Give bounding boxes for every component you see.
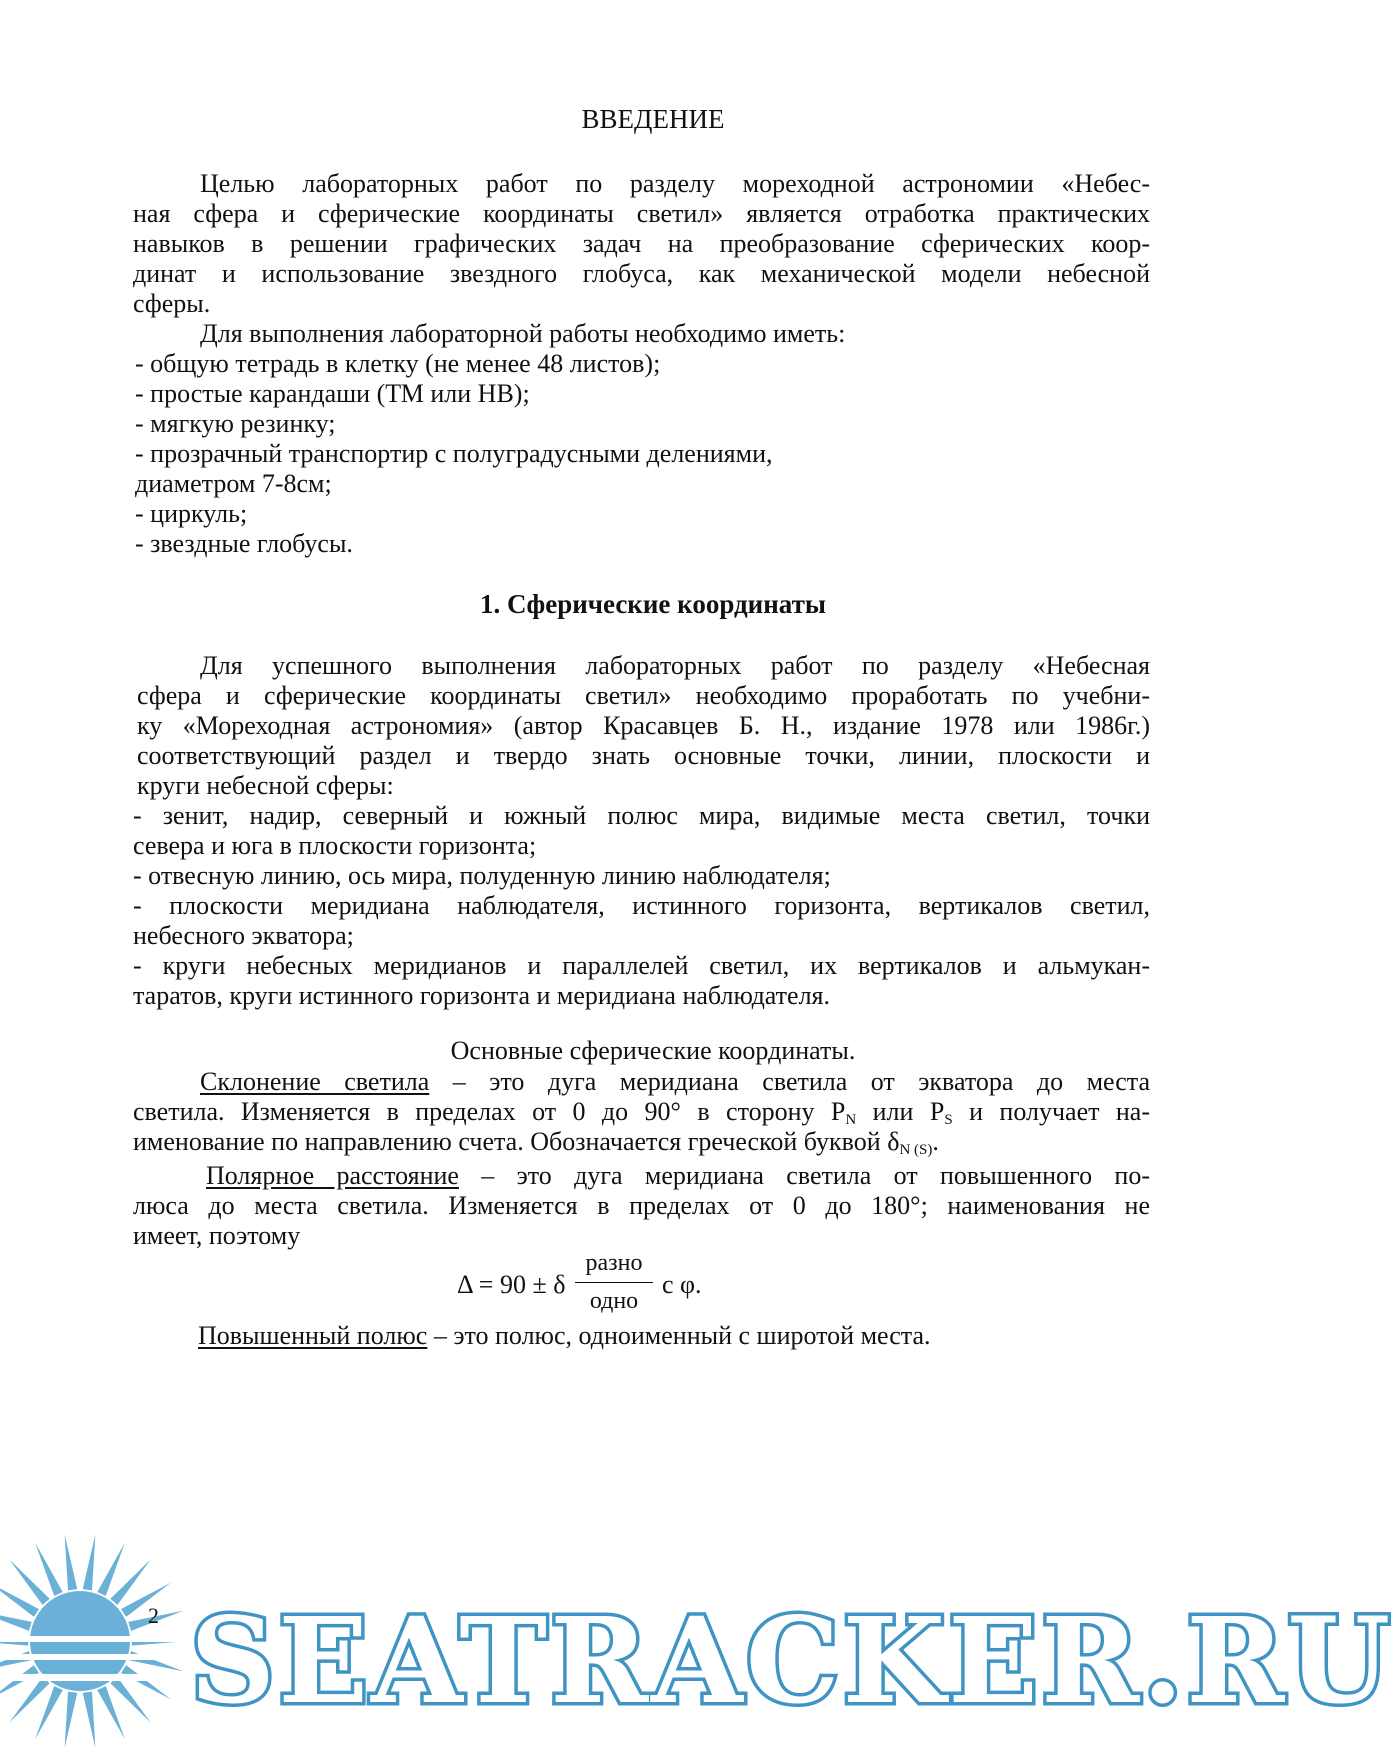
declination-line3: именование по направлению счета. Обозначается греческой буквой $\delta_{N (S)}$. [133,1127,939,1158]
intro-list-item: - прозрачный транспортир с полуградусными делениями, [135,439,773,468]
sun-ray [97,1543,125,1596]
section1-list-item: севера и юга в плоскости горизонта; [133,831,537,860]
section1-list-item: - круги небесных меридианов и параллелей светил, их вертикалов и альмукан- [133,951,1150,980]
polar-term: Полярное расстояние [206,1161,459,1190]
declination-line2: светила. Изменяется в пределах от 0 до 90° в сторону $Р_N$ или $Р_S$ и получает на- [133,1097,1150,1128]
intro-list-item: - мягкую резинку; [135,409,336,438]
section1-para1-line3: ку «Мореходная астрономия» (автор Красавцев Б. Н., издание 1978 или 1986г.) [137,711,1150,740]
watermark-text: SEATRACKER.RU [190,1591,1393,1730]
section1-para1-line2: сфера и сферические координаты светил» необходимо проработать по учебни- [137,681,1150,710]
polar-line1: Полярное расстояние – это дуга меридиана светила от повышенного по- [206,1161,1150,1190]
sun-ray [35,1543,63,1596]
intro-para1-line4: динат и использование звездного глобуса, как механической модели небесной [133,259,1150,288]
intro-para2: Для выполнения лабораторной работы необходимо иметь: [200,319,846,348]
sun-ray [65,1692,78,1748]
sun-ray [0,1611,32,1631]
elevated-term: Повышенный полюс [198,1321,428,1350]
intro-list-item: диаметром 7-8см; [135,469,332,498]
section1-list-item: - зенит, надир, северный и южный полюс мира, видимые места светил, точки [133,801,1150,830]
formula-numerator: разно [585,1250,643,1276]
sun-ray [83,1534,96,1590]
intro-list-item: - простые карандаши (ТМ или НВ); [135,379,530,408]
elevated-line: Повышенный полюс – это полюс, одноименный с широтой места. [198,1321,931,1350]
intro-para1-line1: Целью лабораторных работ по разделу мореходной астрономии «Небес- [200,169,1150,198]
fraction-bar [575,1282,653,1283]
sun-ray [83,1692,96,1748]
intro-para1-line2: ная сфера и сферические координаты светил» является отработка практических [133,199,1150,228]
intro-list-item: - звездные глобусы. [135,529,353,558]
section1-list-item: - плоскости меридиана наблюдателя, истинного горизонта, вертикалов светил, [133,891,1150,920]
formula-lhs: Δ = 90 ± δ [457,1270,566,1299]
section1-title: 1. Сферические координаты [480,589,826,619]
sun-ray [65,1534,78,1590]
polar-line2: люса до места светила. Изменяется в пределах от 0 до 180°; наименования не [133,1191,1150,1220]
section1-list-item: - отвесную линию, ось мира, полуденную линию наблюдателя; [133,861,831,890]
section1-para1-line4: соответствующий раздел и твердо знать основные точки, линии, плоскости и [137,741,1150,770]
sun-ray [97,1686,125,1739]
intro-title: ВВЕДЕНИЕ [581,104,725,134]
intro-list-item: - циркуль; [135,499,248,528]
intro-para1-line3: навыков в решении графических задач на преобразование сферических коор- [133,229,1150,258]
section1-subtitle: Основные сферические координаты. [450,1036,856,1065]
intro-para1-line5: сферы. [133,289,211,318]
intro-list-item: - общую тетрадь в клетку (не менее 48 листов); [135,349,661,378]
sun-logo-icon [0,1528,190,1754]
formula-denominator: одно [589,1288,639,1314]
formula-rhs: с φ. [662,1270,702,1299]
declination-term: Склонение светила [200,1067,430,1096]
polar-line3: имеет, поэтому [133,1221,301,1250]
page-number: 2 [148,1603,159,1628]
section1-para1-line5: круги небесной сферы: [137,771,394,800]
section1-para1-line1: Для успешного выполнения лабораторных работ по разделу «Небесная [200,651,1150,680]
declination-line1: Склонение светила – это дуга меридиана светила от экватора до места [200,1067,1151,1096]
sun-ray [35,1686,63,1739]
section1-list-item: небесного экватора; [133,921,354,950]
section1-list-item: таратов, круги истинного горизонта и меридиана наблюдателя. [133,981,831,1010]
